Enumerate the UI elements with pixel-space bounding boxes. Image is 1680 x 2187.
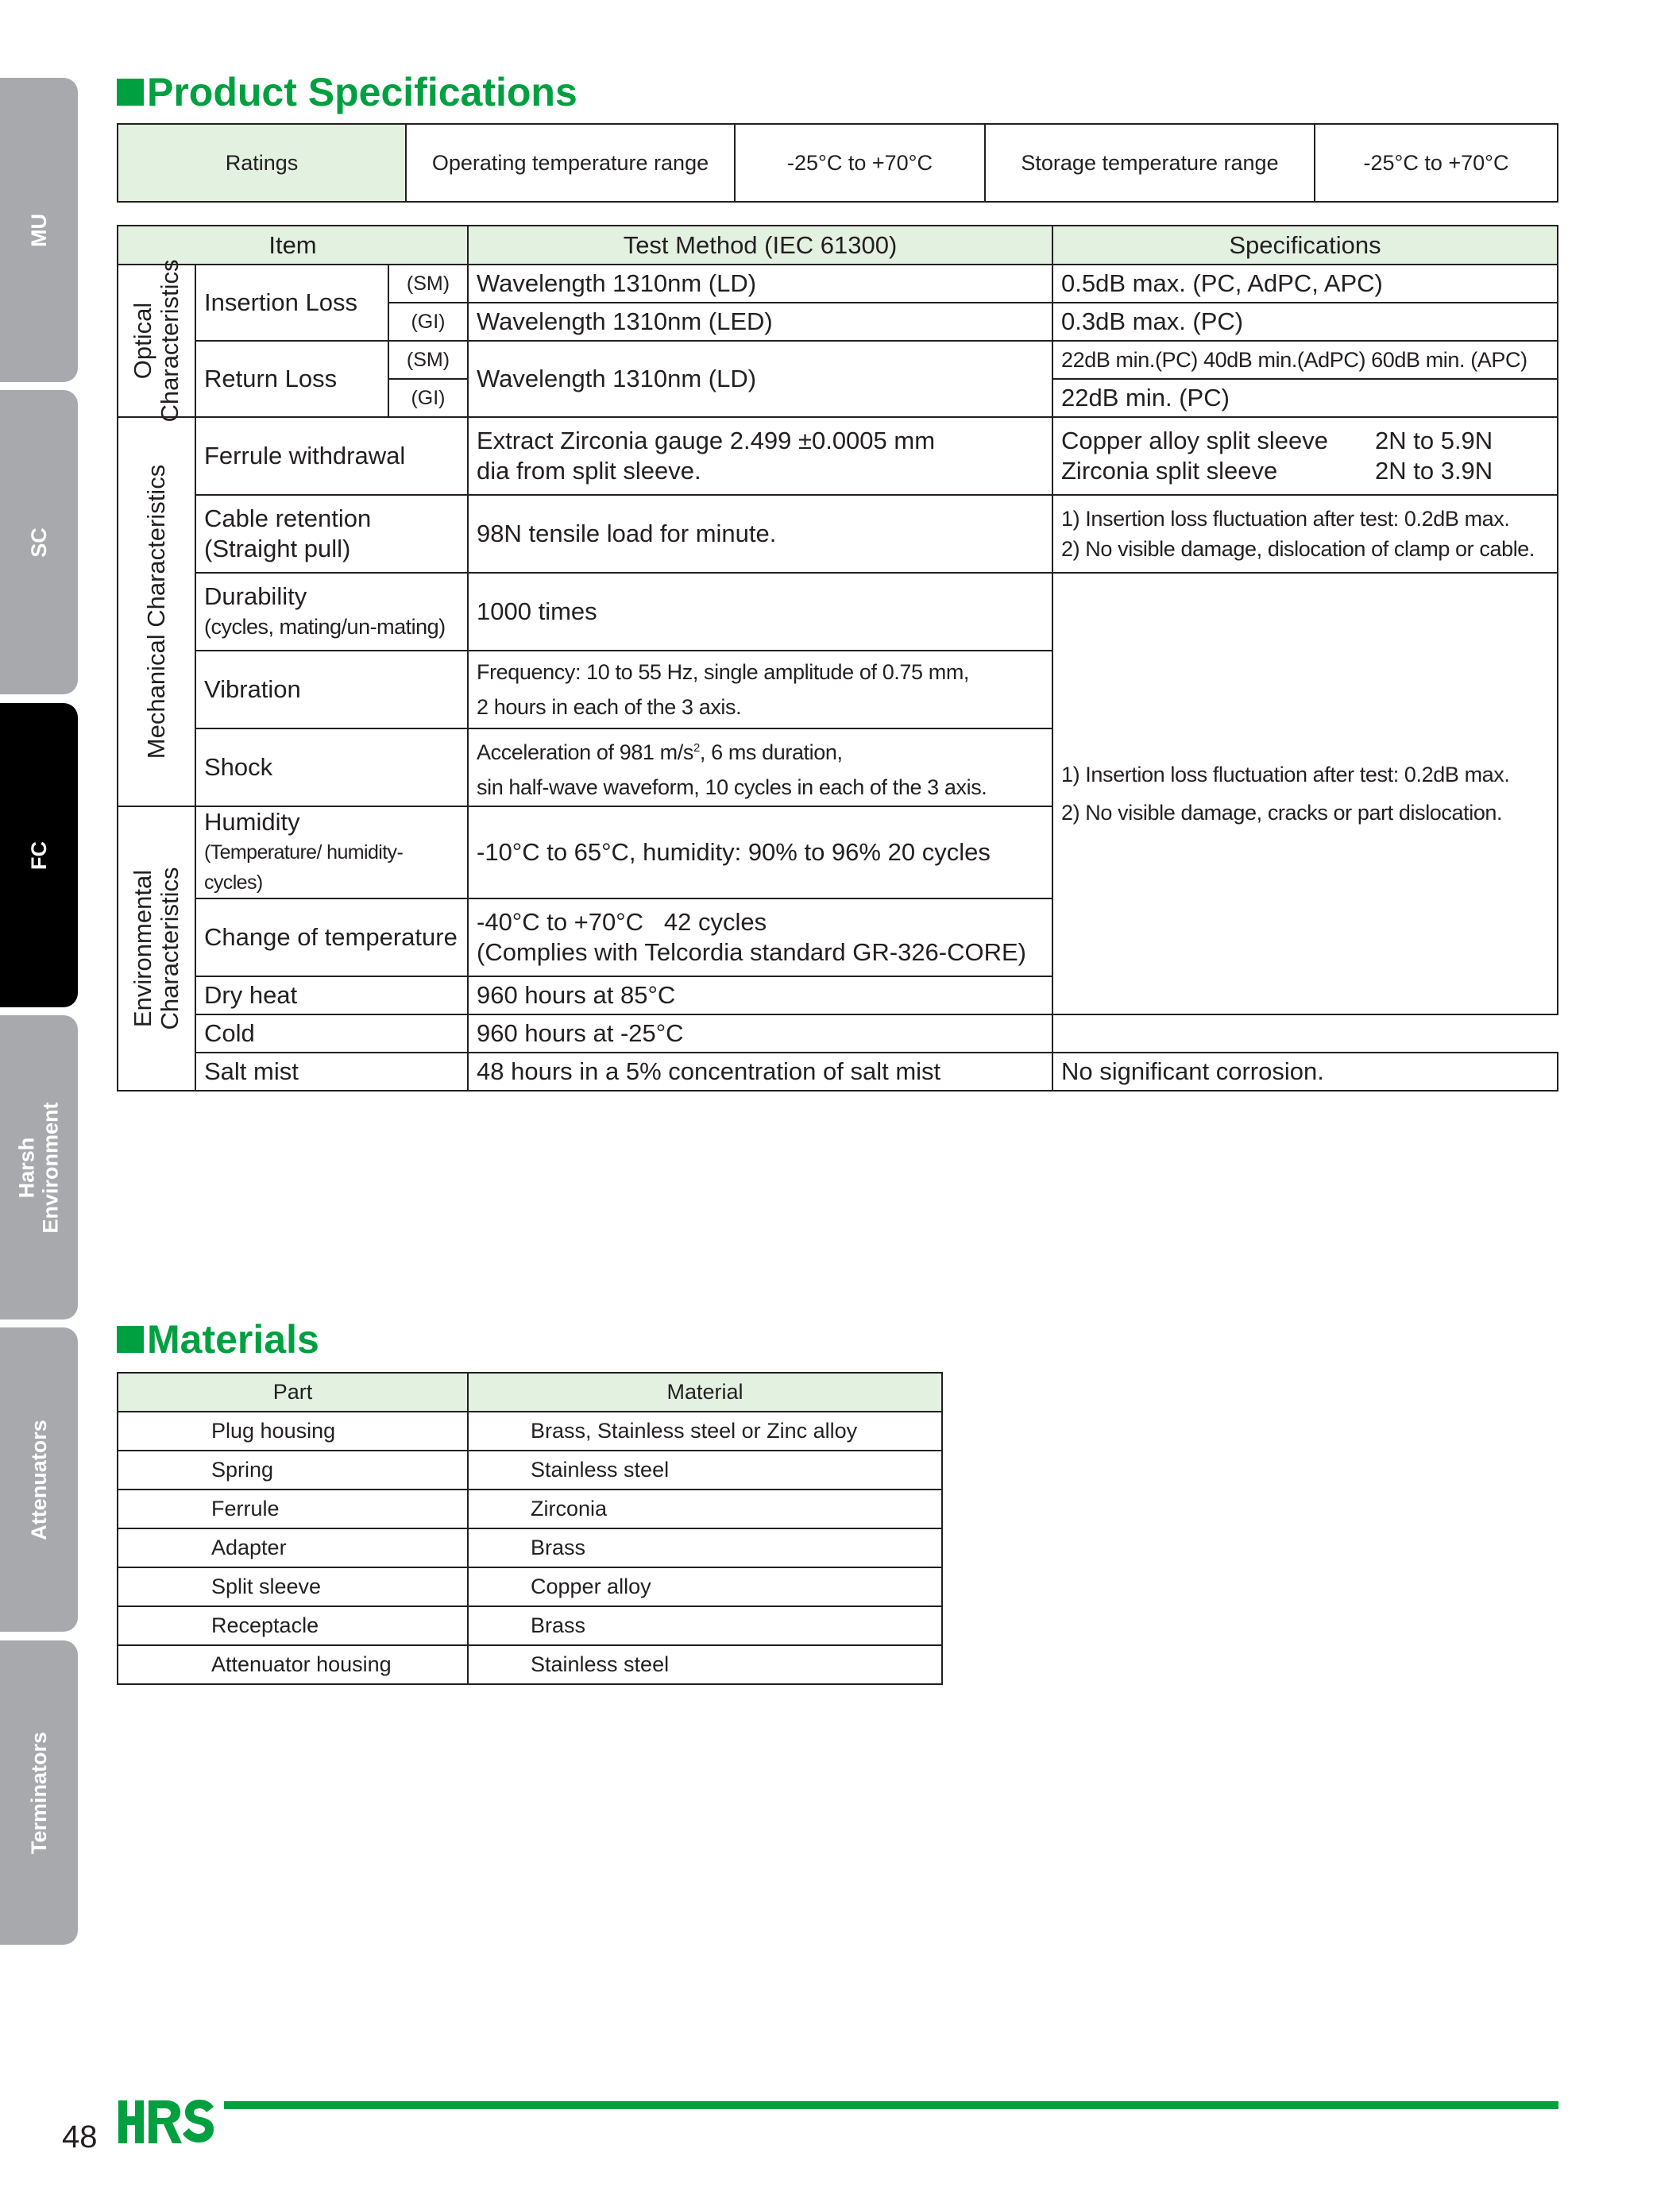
- table-row: [118, 1053, 1558, 1091]
- method-line: -40°C to +70°C 42 cycles: [477, 908, 767, 936]
- part-cell: Plug housing: [118, 1412, 468, 1451]
- side-tab-label: Harsh Environment: [15, 1101, 63, 1234]
- spec-material: Copper alloy split sleeve: [1061, 427, 1329, 454]
- spec-cell: 0.5dB max. (PC, AdPC, APC): [1052, 265, 1558, 303]
- table-header-row: [118, 226, 1558, 265]
- item-shock: Shock: [195, 728, 468, 806]
- side-tab-label: SC: [26, 527, 51, 558]
- part-cell: Ferrule: [118, 1490, 468, 1528]
- method-cell: 960 hours at -25°C: [468, 1014, 1052, 1053]
- table-row: [118, 1490, 942, 1528]
- table-row: [118, 573, 1558, 651]
- square-bullet-icon: [117, 1326, 144, 1353]
- table-row: [118, 341, 1558, 379]
- footer-rule: [224, 2101, 1558, 2109]
- table-row: [118, 1606, 942, 1645]
- storage-temp-value: -25°C to +70°C: [1315, 124, 1558, 202]
- method-cell: [468, 417, 1052, 495]
- method-line: sin half-wave waveform, 10 cycles in each of the 3 axis.: [477, 775, 987, 799]
- item-ferrule-withdrawal: Ferrule withdrawal: [195, 417, 468, 495]
- item-cable-retention: [195, 495, 468, 573]
- side-tab-label: Terminators: [27, 1731, 52, 1854]
- method-cell: 960 hours at 85°C: [468, 976, 1052, 1014]
- spec-line: 2) No visible damage, cracks or part dislocation.: [1061, 801, 1503, 825]
- spec-line: 1) Insertion loss fluctuation after test: 0.2dB max.: [1061, 507, 1510, 531]
- item-dry-heat: Dry heat: [195, 976, 468, 1014]
- material-cell: Zirconia: [468, 1490, 942, 1528]
- material-cell: Brass, Stainless steel or Zinc alloy: [468, 1412, 942, 1451]
- table-header-row: [118, 1373, 942, 1412]
- spec-cell: 22dB min.(PC) 40dB min.(AdPC) 60dB min. (APC): [1052, 341, 1558, 379]
- material-cell: Brass: [468, 1528, 942, 1567]
- header-test-method: Test Method (IEC 61300): [468, 226, 1052, 265]
- table-row: [118, 417, 1558, 495]
- group-optical: [118, 259, 195, 423]
- table-row: [118, 1451, 942, 1490]
- header-item: Item: [118, 226, 468, 265]
- superscript: 2: [693, 740, 700, 755]
- ratings-label: Ratings: [118, 124, 406, 202]
- fiber-type-sm: (SM): [388, 341, 468, 379]
- storage-temp-label: Storage temperature range: [985, 124, 1315, 202]
- materials-title: [117, 1317, 319, 1362]
- part-cell: Attenuator housing: [118, 1645, 468, 1684]
- fiber-type-gi: (GI): [388, 379, 468, 417]
- table-row: [118, 1645, 942, 1684]
- side-tab-label: MU: [27, 213, 51, 247]
- side-tab-label: Attenuators: [27, 1419, 52, 1540]
- table-row: [118, 1528, 942, 1567]
- side-tab-sc[interactable]: [0, 390, 78, 694]
- side-tab-harsh-environment[interactable]: [0, 1015, 78, 1320]
- group-mechanical: [118, 417, 195, 806]
- item-line: (Temperature/ humidity- cycles): [204, 841, 404, 894]
- page-number: 48: [62, 2119, 98, 2154]
- method-cell: 48 hours in a 5% concentration of salt mist: [468, 1053, 1052, 1091]
- side-tab-fc[interactable]: [0, 703, 78, 1007]
- spec-material: Zirconia split sleeve: [1061, 457, 1278, 485]
- group-label: Environmental Characteristics: [129, 867, 183, 1030]
- header-part: Part: [118, 1373, 468, 1412]
- group-environmental: [118, 806, 195, 1091]
- side-tab-terminators[interactable]: [0, 1640, 78, 1945]
- method-line: (Complies with Telcordia standard GR-326-CORE): [477, 938, 1027, 966]
- table-row: [118, 1014, 1558, 1053]
- spec-line: [1061, 456, 1551, 486]
- method-line: Frequency: 10 to 55 Hz, single amplitude of 0.75 mm,: [477, 660, 970, 684]
- method-text: , 6 ms duration,: [699, 740, 843, 764]
- spec-cell: 22dB min. (PC): [1052, 379, 1558, 417]
- method-text: Acceleration of 981 m/s: [477, 740, 693, 764]
- table-row: [118, 495, 1558, 573]
- group-label: Optical Characteristics: [129, 259, 183, 423]
- square-bullet-icon: [117, 79, 144, 106]
- method-cell: Wavelength 1310nm (LD): [468, 341, 1052, 417]
- shared-spec-cell: [1052, 573, 1558, 1014]
- spec-cell: No significant corrosion.: [1052, 1053, 1558, 1091]
- method-line: [477, 731, 1045, 770]
- method-cell: 98N tensile load for minute.: [468, 495, 1052, 573]
- spec-cell: [1052, 417, 1558, 495]
- spec-line: 1) Insertion loss fluctuation after test: 0.2dB max.: [1061, 763, 1510, 786]
- part-cell: Adapter: [118, 1528, 468, 1567]
- spec-line: [1061, 426, 1551, 456]
- item-cold: Cold: [195, 1014, 468, 1053]
- fiber-type-gi: (GI): [388, 303, 468, 341]
- header-material: Material: [468, 1373, 942, 1412]
- product-specifications-title: [117, 70, 577, 114]
- method-cell: [468, 898, 1052, 976]
- method-line: 2 hours in each of the 3 axis.: [477, 695, 742, 719]
- group-label: Mechanical Characteristics: [142, 464, 170, 759]
- spec-line: 2) No visible damage, dislocation of clamp or cable.: [1061, 537, 1535, 561]
- spec-force: 2N to 5.9N: [1375, 427, 1493, 454]
- fiber-type-sm: (SM): [388, 265, 468, 303]
- item-humidity: [195, 806, 468, 898]
- specifications-table: [117, 225, 1558, 1092]
- operating-temp-label: Operating temperature range: [406, 124, 735, 202]
- part-cell: Split sleeve: [118, 1567, 468, 1606]
- part-cell: Spring: [118, 1451, 468, 1490]
- header-specifications: Specifications: [1052, 226, 1558, 265]
- table-row: [118, 1412, 942, 1451]
- table-row: [118, 1567, 942, 1606]
- item-return-loss: Return Loss: [195, 341, 388, 417]
- method-cell: 1000 times: [468, 573, 1052, 651]
- material-cell: Copper alloy: [468, 1567, 942, 1606]
- method-cell: [468, 728, 1052, 806]
- method-line: Extract Zirconia gauge 2.499 ±0.0005 mm: [477, 427, 936, 454]
- spec-cell: [1052, 495, 1558, 573]
- item-salt-mist: Salt mist: [195, 1053, 468, 1091]
- item-line: Cable retention: [204, 504, 372, 532]
- side-tab-attenuators[interactable]: [0, 1327, 78, 1632]
- material-cell: Brass: [468, 1606, 942, 1645]
- method-cell: -10°C to 65°C, humidity: 90% to 96% 20 cycles: [468, 806, 1052, 898]
- material-cell: Stainless steel: [468, 1645, 942, 1684]
- side-tab-mu[interactable]: [0, 78, 78, 382]
- item-line: (cycles, mating/un-mating): [204, 615, 446, 639]
- item-line: (Straight pull): [204, 535, 351, 562]
- item-durability: [195, 573, 468, 651]
- table-row: [118, 265, 1558, 303]
- materials-table: [117, 1372, 943, 1685]
- item-vibration: Vibration: [195, 651, 468, 728]
- spec-force: 2N to 3.9N: [1375, 457, 1493, 485]
- item-line: Durability: [204, 582, 307, 610]
- hrs-logo-icon: [117, 2096, 216, 2145]
- part-cell: Receptacle: [118, 1606, 468, 1645]
- section-title-text: Materials: [147, 1317, 319, 1362]
- spec-cell: 0.3dB max. (PC): [1052, 303, 1558, 341]
- item-insertion-loss: Insertion Loss: [195, 265, 388, 341]
- method-line: dia from split sleeve.: [477, 457, 701, 485]
- method-cell: Wavelength 1310nm (LD): [468, 265, 1052, 303]
- section-title-text: Product Specifications: [147, 70, 577, 114]
- side-tab-label: FC: [27, 840, 51, 870]
- method-cell: [468, 651, 1052, 728]
- method-cell: Wavelength 1310nm (LED): [468, 303, 1052, 341]
- item-line: Humidity: [204, 808, 300, 836]
- operating-temp-value: -25°C to +70°C: [735, 124, 985, 202]
- material-cell: Stainless steel: [468, 1451, 942, 1490]
- ratings-table: [117, 123, 1558, 203]
- item-change-of-temperature: Change of temperature: [195, 898, 468, 976]
